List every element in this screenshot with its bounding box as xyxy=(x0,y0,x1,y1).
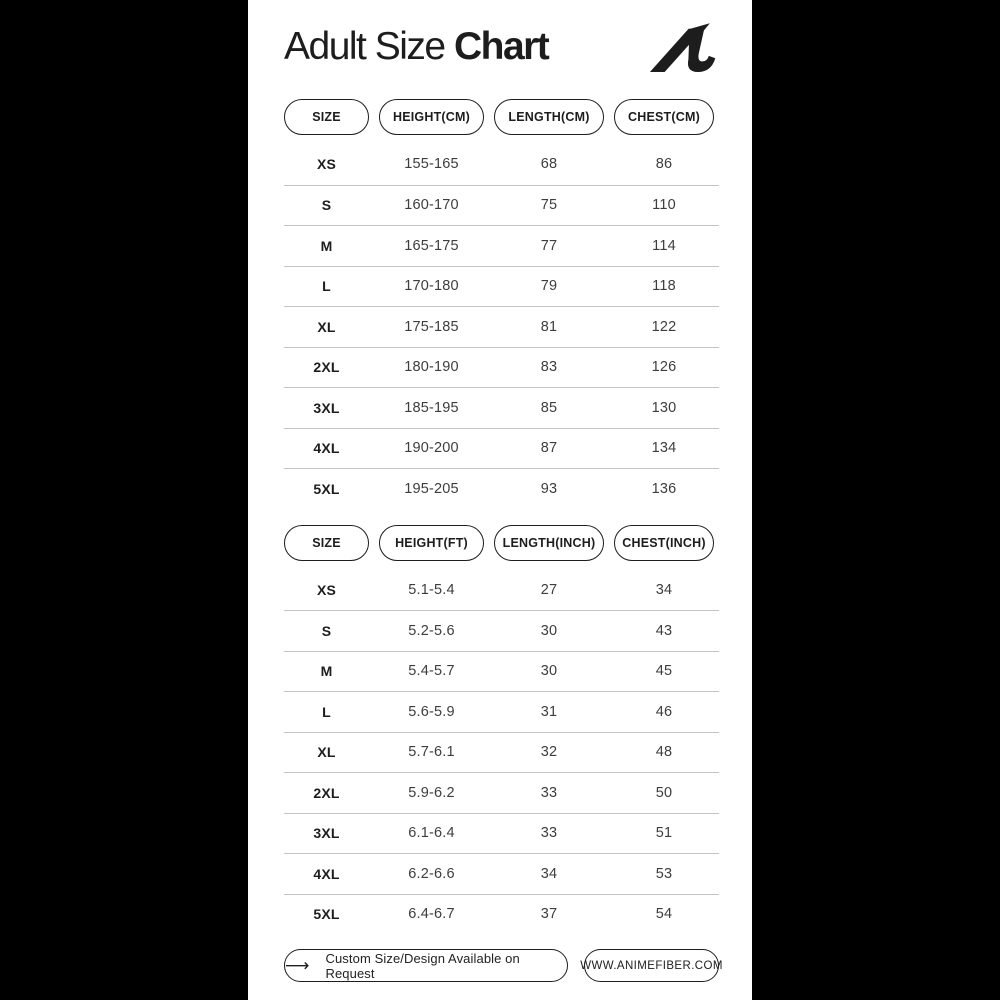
value-cell: 48 xyxy=(655,744,673,761)
value-cell: 5.7-6.1 xyxy=(408,744,455,761)
table-row xyxy=(284,610,719,651)
size-label-cell: 5XL xyxy=(313,480,340,497)
size-label-cell: S xyxy=(321,197,332,214)
size-label-cell: 4XL xyxy=(313,865,340,882)
value-cell: 5.6-5.9 xyxy=(408,703,455,720)
value-cell: 85 xyxy=(540,399,558,416)
value-cell: 87 xyxy=(540,440,558,457)
custom-size-note-label: Custom Size/Design Available on Request xyxy=(325,950,520,981)
table-row xyxy=(284,894,719,935)
table-row xyxy=(284,306,719,347)
value-cell: 118 xyxy=(652,278,676,295)
value-cell: 79 xyxy=(540,278,558,295)
value-cell: 114 xyxy=(652,237,676,254)
value-cell: 30 xyxy=(540,622,558,639)
value-cell: 190-200 xyxy=(404,440,459,457)
table-row xyxy=(284,266,719,307)
table-row xyxy=(284,225,719,266)
value-cell: 6.4-6.7 xyxy=(408,906,455,923)
value-cell: 6.2-6.6 xyxy=(408,865,455,882)
table-row xyxy=(284,144,719,185)
value-cell: 5.9-6.2 xyxy=(408,784,455,801)
size-chart-panel xyxy=(248,0,752,1000)
value-cell: 165-175 xyxy=(404,237,459,254)
size-label-cell: 4XL xyxy=(313,440,340,457)
size-label-cell: XS xyxy=(316,156,337,173)
size-label-cell: 3XL xyxy=(313,399,340,416)
website-label: WWW.ANIMEFIBER.COM xyxy=(580,959,723,972)
value-cell: 32 xyxy=(540,744,558,761)
value-cell: 175-185 xyxy=(404,318,459,335)
header xyxy=(284,22,719,75)
value-cell: 155-165 xyxy=(404,156,459,173)
size-label-cell: XL xyxy=(317,744,336,761)
size-label-cell: XS xyxy=(316,581,337,598)
value-cell: 43 xyxy=(655,622,673,639)
value-cell: 136 xyxy=(651,480,677,497)
table-cm-header-row xyxy=(284,99,719,135)
table-row xyxy=(284,428,719,469)
animefiber-logo-icon xyxy=(649,23,719,75)
header-pill-size: SIZE xyxy=(284,99,369,135)
size-label-cell: S xyxy=(321,622,332,639)
value-cell: 81 xyxy=(540,318,558,335)
value-cell: 130 xyxy=(651,399,677,416)
table-cm-section xyxy=(284,99,719,509)
value-cell: 110 xyxy=(652,197,676,214)
value-cell: 185-195 xyxy=(404,399,459,416)
title-light: Adult Size xyxy=(284,25,445,68)
value-cell: 5.2-5.6 xyxy=(408,622,455,639)
table-row xyxy=(284,732,719,773)
header-pill-size: SIZE xyxy=(284,525,369,561)
size-label-cell: L xyxy=(322,703,331,720)
footer xyxy=(284,949,723,982)
table-row xyxy=(284,387,719,428)
value-cell: 53 xyxy=(655,865,673,882)
header-pill-height-cm: HEIGHT(CM) xyxy=(379,99,484,135)
title-bold: Chart xyxy=(453,25,549,68)
value-cell: 6.1-6.4 xyxy=(408,825,455,842)
table-row xyxy=(284,468,719,509)
value-cell: 86 xyxy=(655,156,673,173)
table-cm-body xyxy=(284,144,719,509)
value-cell: 195-205 xyxy=(404,480,459,497)
table-row xyxy=(284,853,719,894)
size-label-cell: XL xyxy=(317,318,336,335)
value-cell: 34 xyxy=(655,581,673,598)
value-cell: 5.1-5.4 xyxy=(408,581,455,598)
value-cell: 54 xyxy=(655,906,673,923)
value-cell: 180-190 xyxy=(404,359,459,376)
size-label-cell: M xyxy=(320,237,333,254)
page-title xyxy=(284,22,548,72)
size-label-cell: 3XL xyxy=(313,825,340,842)
value-cell: 33 xyxy=(540,784,558,801)
table-row xyxy=(284,185,719,226)
table-row xyxy=(284,570,719,611)
table-imperial-header-row xyxy=(284,525,719,561)
size-label-cell: 2XL xyxy=(313,784,340,801)
size-label-cell: 5XL xyxy=(313,906,340,923)
header-pill-chest-inch: CHEST(INCH) xyxy=(614,525,714,561)
value-cell: 5.4-5.7 xyxy=(408,663,455,680)
header-pill-chest-cm: CHEST(CM) xyxy=(614,99,714,135)
value-cell: 126 xyxy=(651,359,677,376)
table-row xyxy=(284,347,719,388)
value-cell: 46 xyxy=(655,703,673,720)
header-pill-length-inch: LENGTH(INCH) xyxy=(494,525,604,561)
size-label-cell: 2XL xyxy=(313,359,340,376)
size-label-cell: M xyxy=(320,663,333,680)
value-cell: 51 xyxy=(655,825,673,842)
header-pill-length-cm: LENGTH(CM) xyxy=(494,99,604,135)
custom-size-note-pill xyxy=(284,949,568,982)
right-arrow-icon: ⟶ xyxy=(285,955,310,975)
value-cell: 83 xyxy=(540,359,558,376)
value-cell: 77 xyxy=(540,237,558,254)
table-imperial-section xyxy=(284,525,719,935)
value-cell: 170-180 xyxy=(404,278,459,295)
value-cell: 31 xyxy=(540,703,558,720)
value-cell: 30 xyxy=(540,663,558,680)
value-cell: 75 xyxy=(540,197,558,214)
table-imperial-body xyxy=(284,570,719,935)
table-row xyxy=(284,691,719,732)
table-row xyxy=(284,651,719,692)
value-cell: 160-170 xyxy=(404,197,459,214)
value-cell: 45 xyxy=(655,663,673,680)
value-cell: 122 xyxy=(651,318,677,335)
value-cell: 37 xyxy=(540,906,558,923)
table-row xyxy=(284,813,719,854)
value-cell: 33 xyxy=(540,825,558,842)
table-row xyxy=(284,772,719,813)
value-cell: 34 xyxy=(540,865,558,882)
value-cell: 134 xyxy=(651,440,677,457)
header-pill-height-ft: HEIGHT(FT) xyxy=(379,525,484,561)
value-cell: 50 xyxy=(655,784,673,801)
value-cell: 27 xyxy=(540,581,558,598)
size-label-cell: L xyxy=(322,278,331,295)
value-cell: 68 xyxy=(540,156,558,173)
value-cell: 93 xyxy=(540,480,558,497)
website-pill xyxy=(580,949,723,982)
